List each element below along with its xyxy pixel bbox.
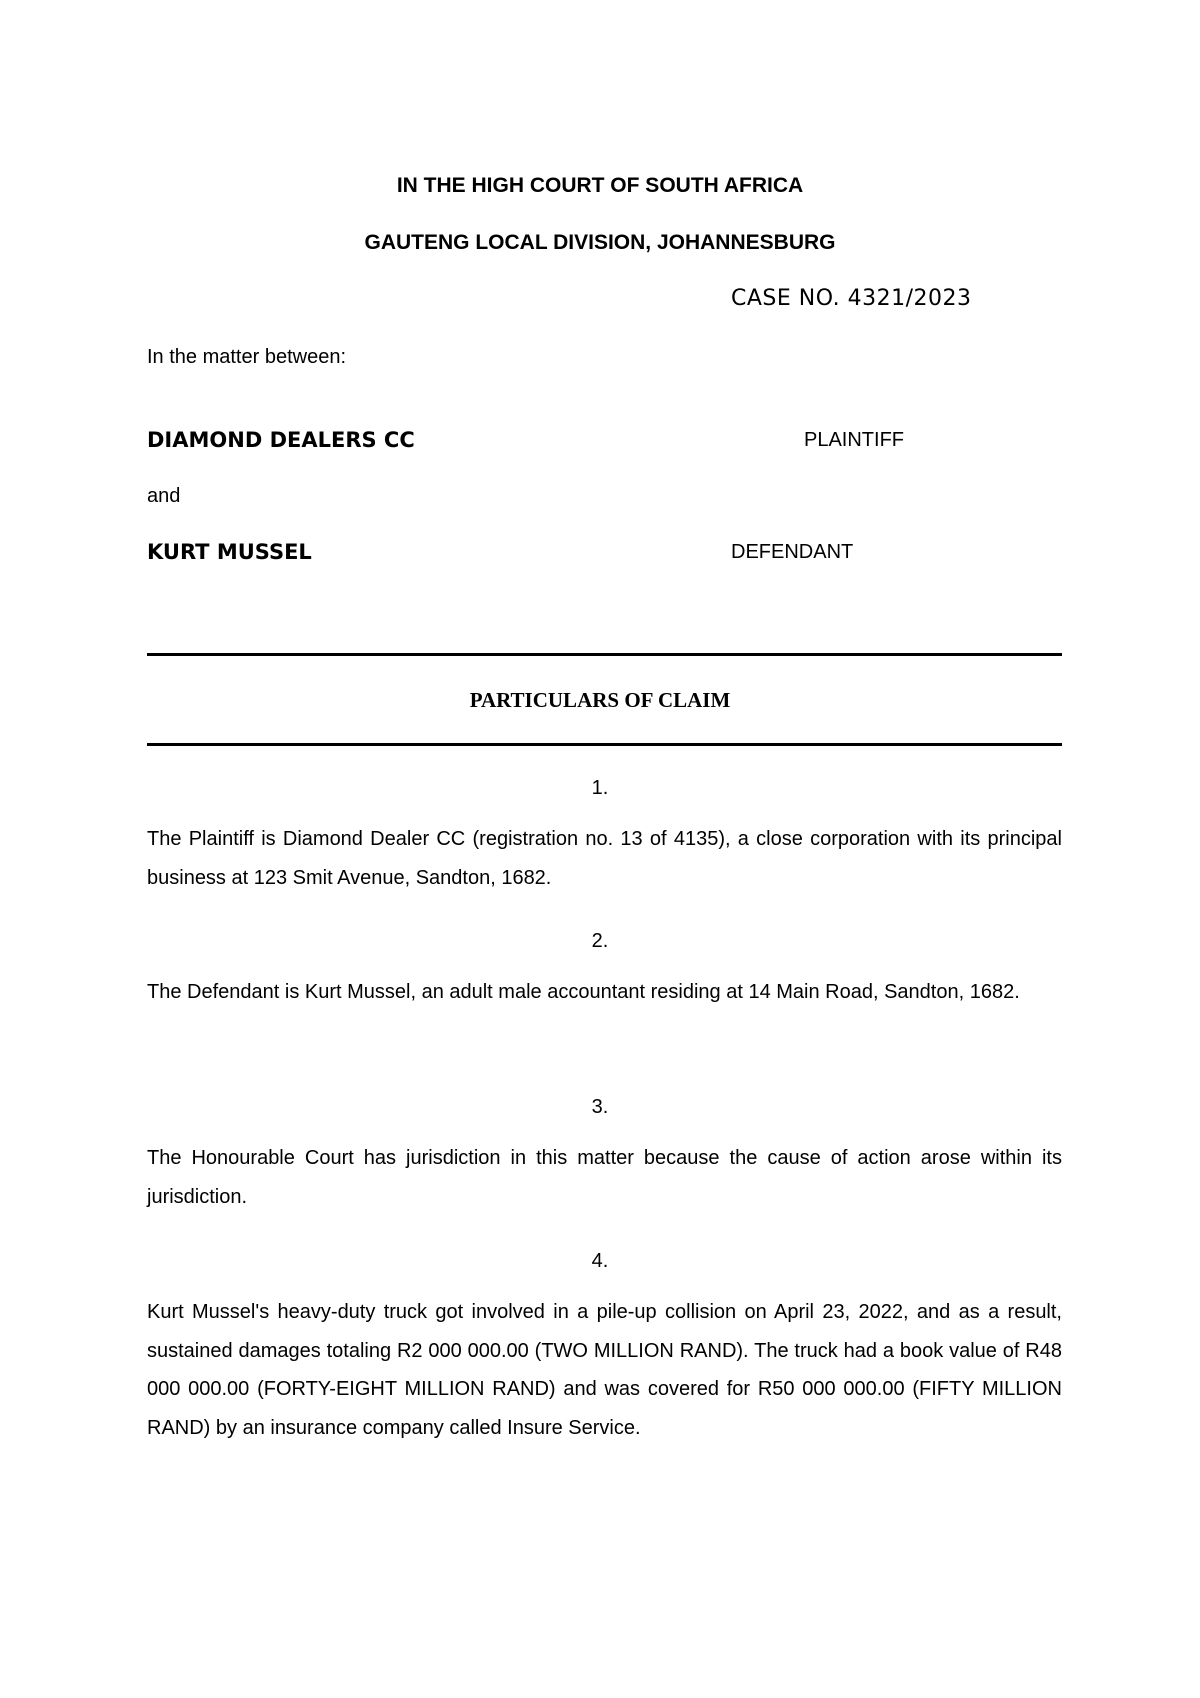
paragraph-text: The Plaintiff is Diamond Dealer CC (registration no. 13 of 4135), a close corporation with its principal business at 123 Smit Avenue, Sandton, 1682. [147,828,1062,889]
court-division: GAUTENG LOCAL DIVISION, JOHANNESBURG [364,231,836,254]
title-top-rule [147,653,1062,656]
paragraph-number: 2. [591,930,609,952]
paragraph-text: The Defendant is Kurt Mussel, an adult male accountant residing at 14 Main Road, Sandton, 1682. [147,981,1020,1003]
paragraph-number: 3. [591,1096,609,1118]
defendant-name: KURT MUSSEL [147,540,312,564]
paragraph-number: 1. [591,777,609,799]
defendant-role: DEFENDANT [731,541,854,563]
conjunction: and [147,485,181,507]
matter-intro: In the matter between: [147,346,347,368]
paragraph-text: The Honourable Court has jurisdiction in this matter because the cause of action arose within its jurisdiction. [147,1147,1062,1208]
plaintiff-role: PLAINTIFF [804,429,905,451]
paragraph-text: Kurt Mussel's heavy-duty truck got involved in a pile-up collision on April 23, 2022, and as a result, sustained damages totaling R2 000 000.00 (TWO MILLION RAND). The truck had a book value of R48 000 000.00 (FORTY-EIGHT MILLION RAND) and was covered for R50 000 000.00 (FIFTY MILLION RAND) by an insurance company called Insure Service. [147,1301,1062,1439]
paragraph-number: 4. [591,1250,609,1272]
plaintiff-name: DIAMOND DEALERS CC [147,428,415,452]
court-name: IN THE HIGH COURT OF SOUTH AFRICA [396,174,804,197]
case-number: CASE NO. 4321/2023 [731,286,972,311]
document-title: PARTICULARS OF CLAIM [469,688,731,712]
title-bottom-rule [147,743,1062,746]
